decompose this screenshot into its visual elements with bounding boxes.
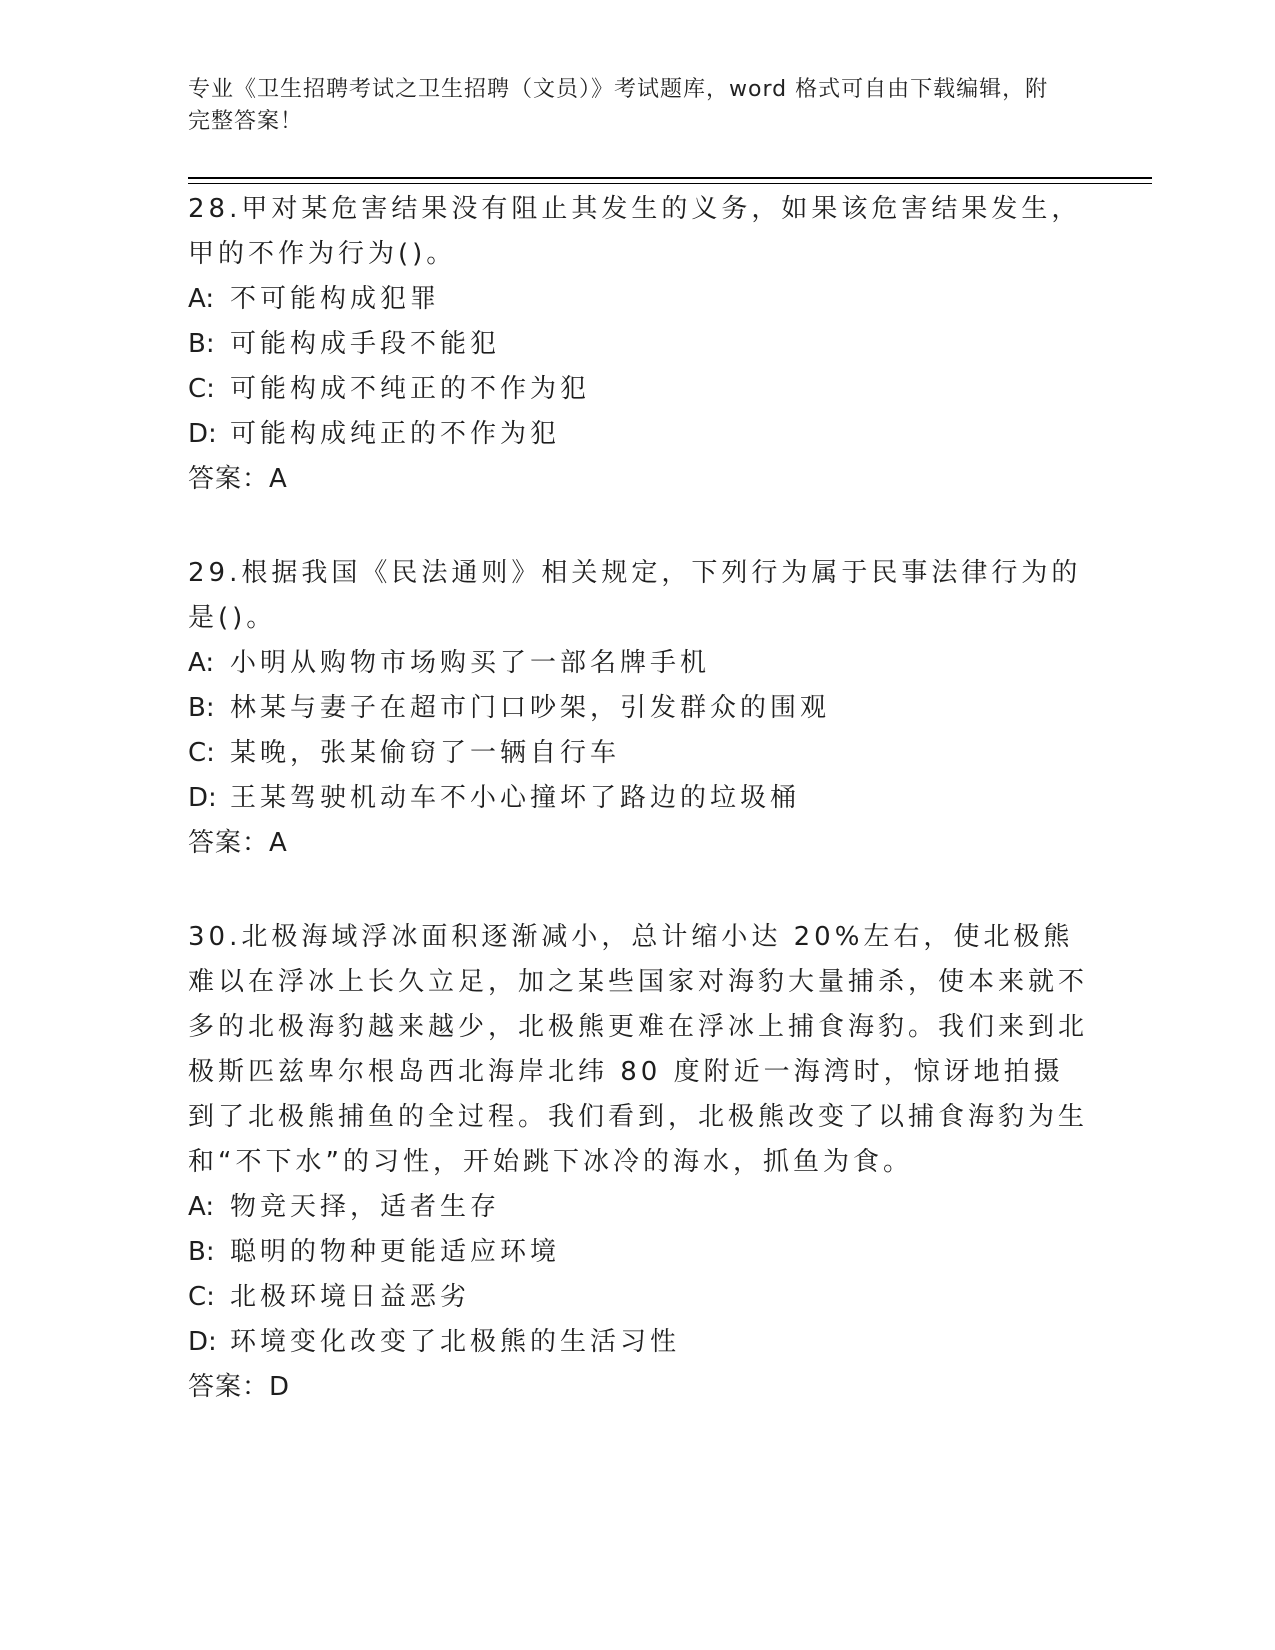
option-letter: B: <box>188 1237 215 1267</box>
answer-line: 答案：D <box>188 1372 291 1402</box>
option-letter: C: <box>188 738 215 768</box>
option-letter: A: <box>188 1192 215 1222</box>
option-text: 可能构成不纯正的不作为犯 <box>230 374 591 404</box>
option-letter: A: <box>188 284 215 314</box>
option-letter: B: <box>188 329 215 359</box>
option-letter: B: <box>188 693 215 723</box>
option-text: 林某与妻子在超市门口吵架，引发群众的围观 <box>230 693 831 723</box>
option-text: 可能构成手段不能犯 <box>230 329 501 359</box>
question-29 <box>188 551 1088 866</box>
question-text: 29.根据我国《民法通则》相关规定，下列行为属于民事法律行为的是()。 <box>188 558 1082 633</box>
option-text: 小明从购物市场购买了一部名牌手机 <box>230 648 711 678</box>
document-header: 专业《卫生招聘考试之卫生招聘（文员）》考试题库，word 格式可自由下载编辑，附完整答案！ <box>188 77 1049 134</box>
option-c <box>188 1275 1088 1320</box>
option-letter: D: <box>188 783 217 813</box>
header-divider-thin <box>188 183 1152 184</box>
option-text: 王某驾驶机动车不小心撞坏了路边的垃圾桶 <box>230 783 801 813</box>
option-b <box>188 1230 1088 1275</box>
question-text: 30.北极海域浮冰面积逐渐减小，总计缩小达 20%左右，使北极熊难以在浮冰上长久立足，加之某些国家对海豹大量捕杀，使本来就不多的北极海豹越来越少，北极熊更难在浮冰上捕食海豹。我们来到北极斯匹兹卑尔根岛西北海岸北纬 80 度附近一海湾时，惊讶地拍摄到了北极熊捕鱼的全过程。我们看到，北极熊改变了以捕食海豹为生和“不下水”的习性，开始跳下冰冷的海水，抓鱼为食。 <box>188 922 1089 1177</box>
option-text: 物竞天择，适者生存 <box>230 1192 501 1222</box>
question-text: 28.甲对某危害结果没有阻止其发生的义务，如果该危害结果发生，甲的不作为行为()。 <box>188 194 1082 269</box>
question-30 <box>188 915 1088 1410</box>
option-b <box>188 686 1088 731</box>
option-c <box>188 367 1088 412</box>
answer-line: 答案：A <box>188 464 288 494</box>
option-text: 可能构成纯正的不作为犯 <box>230 419 561 449</box>
option-text: 环境变化改变了北极熊的生活习性 <box>230 1327 681 1357</box>
option-letter: C: <box>188 1282 215 1312</box>
option-letter: C: <box>188 374 215 404</box>
option-text: 某晚，张某偷窃了一辆自行车 <box>230 738 621 768</box>
option-a <box>188 277 1088 322</box>
option-letter: D: <box>188 1327 217 1357</box>
option-d <box>188 412 1088 457</box>
option-d <box>188 1320 1088 1365</box>
option-b <box>188 322 1088 367</box>
option-text: 不可能构成犯罪 <box>230 284 441 314</box>
header-divider-thick <box>188 177 1152 179</box>
option-a <box>188 1185 1088 1230</box>
option-d <box>188 776 1088 821</box>
option-letter: A: <box>188 648 215 678</box>
option-letter: D: <box>188 419 217 449</box>
question-28 <box>188 187 1088 502</box>
option-text: 北极环境日益恶劣 <box>230 1282 471 1312</box>
answer-line: 答案：A <box>188 828 288 858</box>
option-c <box>188 731 1088 776</box>
option-a <box>188 641 1088 686</box>
option-text: 聪明的物种更能适应环境 <box>230 1237 561 1267</box>
